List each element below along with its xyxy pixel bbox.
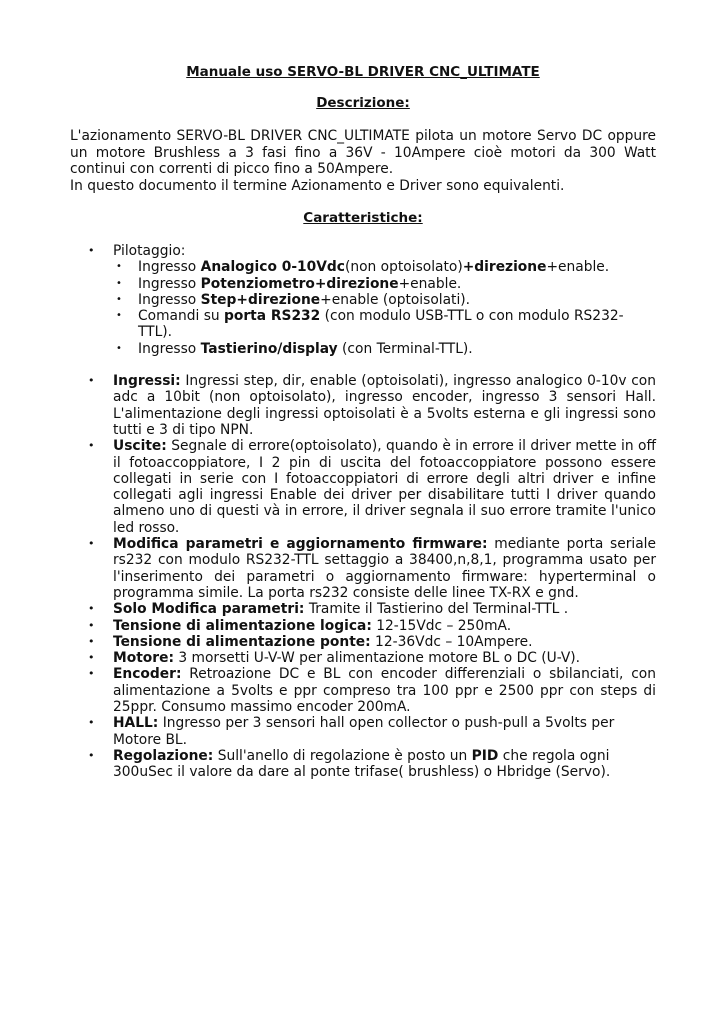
- caratteristiche-heading: Caratteristiche:: [303, 210, 423, 226]
- sub-bullet-icon: •: [116, 277, 122, 289]
- document-page: [70, 64, 656, 781]
- bullet-icon: •: [88, 748, 95, 762]
- list-item-encoder: • Encoder: Retroazione DC e BL con encoder differenziali o sbilanciati, con alimentazione a 5volts e ppr compreso tra 100 ppr e 2500 ppr con steps di 25ppr. Consumo massimo encoder 200mA.: [88, 666, 656, 716]
- bullet-icon: •: [88, 602, 95, 616]
- bullet-icon: •: [88, 439, 95, 453]
- sub-bullet-icon: •: [116, 293, 122, 305]
- sub-bullet-icon: •: [116, 310, 122, 322]
- list-item-tensione-ponte: • Tensione di alimentazione ponte: 12-36Vdc – 10Ampere.: [88, 633, 533, 650]
- sub-bullet-icon: •: [116, 261, 122, 273]
- bullet-icon: •: [88, 667, 95, 681]
- descrizione-paragraph: L'azionamento SERVO-BL DRIVER CNC_ULTIMATE pilota un motore Servo DC oppure un motore Brushless a 3 fasi fino a 36V - 10Ampere cioè motori da 300 Watt continui con correnti di picco fino a 50Ampere.: [70, 128, 656, 177]
- sub-item: • Ingresso Analogico 0-10Vdc(non optoisolato)+direzione+enable.: [116, 259, 610, 276]
- bullet-icon: •: [88, 374, 95, 388]
- caratteristiche-details-list: [70, 373, 656, 780]
- bullet-icon: •: [88, 651, 95, 665]
- list-item-modifica-parametri: • Modifica parametri e aggiornamento firmware: mediante porta seriale rs232 con modulo RS232-TTL settaggio a 38400,n,8,1, programma usato per l'inserimento dei parametri o aggiornamento firmware: hyperterminal o programma simile. La porta rs232 consiste delle linee TX-RX e gnd.: [88, 536, 656, 601]
- sub-item: • Ingresso Potenziometro+direzione+enable.: [116, 275, 462, 292]
- caratteristiche-list: [70, 243, 656, 357]
- list-item-solo-modifica: • Solo Modifica parametri: Tramite il Tastierino del Terminal-TTL .: [88, 601, 569, 618]
- list-item-tensione-logica: • Tensione di alimentazione logica: 12-15Vdc – 250mA.: [88, 617, 512, 634]
- list-item-ingressi: • Ingressi: Ingressi step, dir, enable (optoisolati), ingresso analogico 0-10v con adc a 10bit (non optoisolato), ingresso encoder, ingresso 3 sensori Hall. L'alimentazione degli ingressi optoisolati è a 5volts esterna e gli ingressi sono tutti e 3 di tipo NPN.: [88, 373, 656, 438]
- list-item-hall: • HALL: Ingresso per 3 sensori hall open collector o push-pull a 5volts per Motore BL.: [88, 715, 615, 748]
- descrizione-note: In questo documento il termine Azionamento e Driver sono equivalenti.: [70, 177, 565, 194]
- bullet-icon: •: [88, 716, 95, 730]
- sub-bullet-icon: •: [116, 342, 122, 354]
- bullet-icon: •: [88, 537, 95, 551]
- document-title: Manuale uso SERVO-BL DRIVER CNC_ULTIMATE: [186, 64, 540, 80]
- bullet-icon: •: [88, 634, 95, 648]
- bullet-icon: •: [88, 244, 95, 257]
- spacer: [70, 357, 656, 373]
- list-item-motore: • Motore: 3 morsetti U-V-W per alimentazione motore BL o DC (U-V).: [88, 650, 581, 667]
- pilotaggio-sublist: [113, 259, 656, 357]
- list-item-regolazione: • Regolazione: Sull'anello di regolazione è posto un PID che regola ogni 300uSec il valore da dare al ponte trifase( brushless) o Hbridge (Servo).: [88, 747, 611, 781]
- pilotaggio-label: Pilotaggio:: [113, 243, 186, 259]
- sub-item: • Comandi su porta RS232 (con modulo USB-TTL o con modulo RS232-TTL).: [116, 308, 624, 341]
- list-item-uscite: • Uscite: Segnale di errore(optoisolato), quando è in errore il driver mette in off il fotoaccoppiatore, I 2 pin di uscita del fotoaccoppiatore possono essere collegati in serie con I fotoaccoppiatori di errore degli altri driver e infine collegati agli ingressi Enable dei driver per disabilitare tutti I driver quando almeno uno di questi và in errore, il driver segnala il suo errore tramite l'unico led rosso.: [88, 438, 656, 536]
- sub-item: • Ingresso Step+direzione+enable (optoisolati).: [116, 291, 471, 308]
- descrizione-section: [70, 128, 656, 194]
- bullet-icon: •: [88, 618, 95, 632]
- descrizione-heading: Descrizione:: [316, 95, 410, 111]
- sub-item: • Ingresso Tastierino/display (con Terminal-TTL).: [116, 340, 473, 357]
- list-item-pilotaggio: [70, 243, 656, 357]
